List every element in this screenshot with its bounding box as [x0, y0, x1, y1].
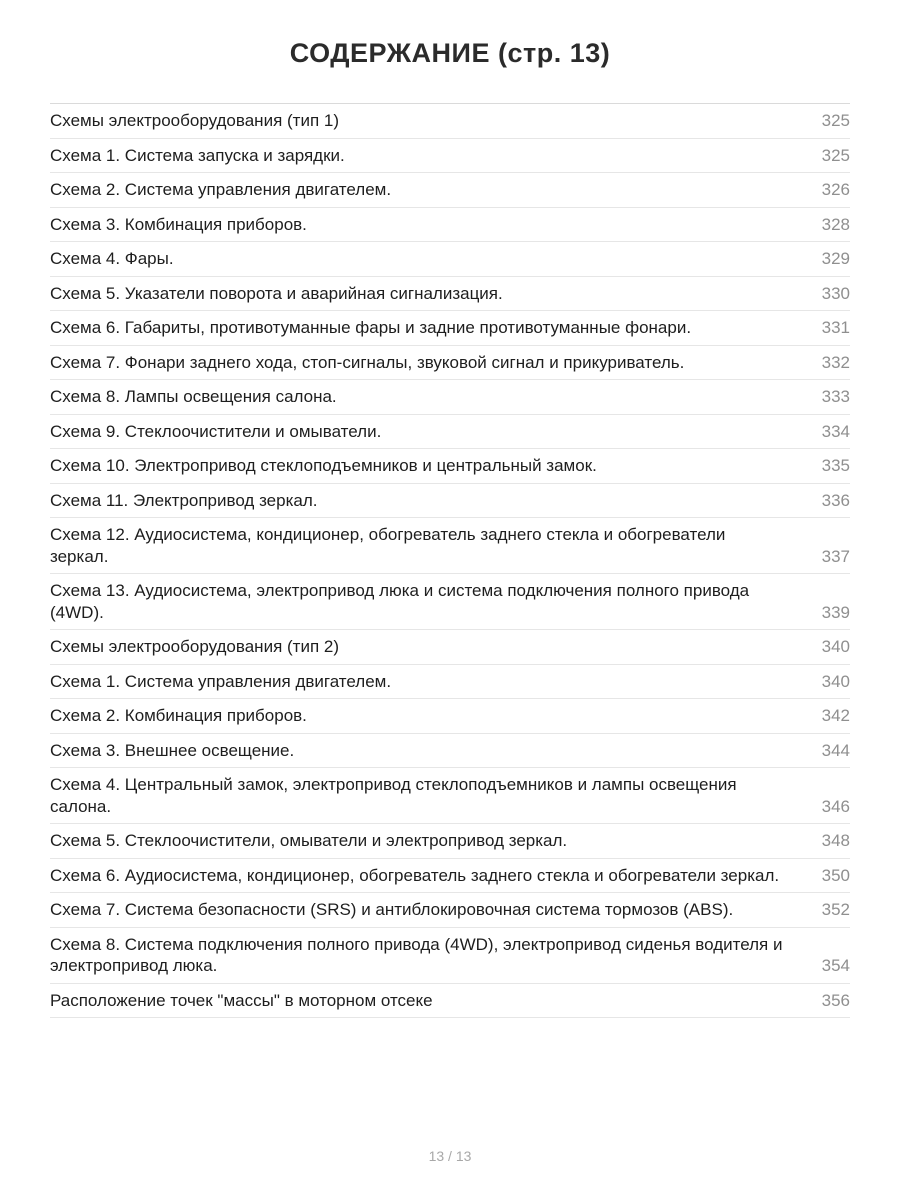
toc-page-number: 329 [821, 249, 850, 268]
toc-row[interactable] [50, 859, 850, 894]
toc-row[interactable] [50, 208, 850, 243]
toc-row[interactable] [50, 824, 850, 859]
toc-row[interactable] [50, 665, 850, 700]
toc-page-number: 356 [821, 990, 850, 1010]
toc-row[interactable] [50, 104, 850, 139]
toc-row[interactable] [50, 173, 850, 208]
toc-row[interactable] [50, 139, 850, 174]
toc-entry-label: Схема 8. Система подключения полного привода (4WD), электропривод сиденья водителя и электропривод люка. [50, 934, 783, 975]
toc-page-number: 342 [821, 706, 850, 725]
toc-entry-label: Схема 7. Фонари заднего хода, стоп-сигналы, звуковой сигнал и прикуриватель. [50, 352, 685, 372]
toc-entry-label: Схема 11. Электропривод зеркал. [50, 490, 318, 510]
toc-row[interactable] [50, 630, 850, 665]
toc-row[interactable] [50, 699, 850, 734]
toc-page-number: 328 [821, 214, 850, 234]
toc-entry-label: Схема 10. Электропривод стеклоподъемников и центральный замок. [50, 456, 597, 475]
toc-row[interactable] [50, 311, 850, 346]
toc-row[interactable] [50, 484, 850, 519]
toc-page-number: 333 [821, 387, 850, 406]
toc-page-number: 337 [821, 546, 850, 566]
toc-page-number: 346 [821, 796, 850, 816]
toc-entry-label: Схема 4. Центральный замок, электропривод стеклоподъемников и лампы освещения салона. [50, 775, 737, 816]
toc-page-number: 350 [821, 865, 850, 885]
toc-entry-label: Схема 2. Комбинация приборов. [50, 706, 307, 725]
page-indicator: 13 / 13 [428, 1148, 472, 1164]
toc-entry-label: Схема 9. Стеклоочистители и омыватели. [50, 421, 382, 441]
toc-row[interactable] [50, 380, 850, 415]
toc-page-number: 334 [821, 421, 850, 441]
toc-entry-label: Схема 4. Фары. [50, 249, 174, 268]
toc-page-number: 339 [821, 602, 850, 622]
toc-entry-label: Схема 2. Система управления двигателем. [50, 180, 392, 199]
toc-row[interactable] [50, 768, 850, 824]
toc-row[interactable] [50, 574, 850, 630]
toc-row[interactable] [50, 984, 850, 1019]
toc-entry-label: Схема 6. Аудиосистема, кондиционер, обогреватель заднего стекла и обогреватели зеркал. [50, 865, 780, 885]
toc-entry-label: Схема 8. Лампы освещения салона. [50, 387, 337, 406]
toc-entry-label: Схемы электрооборудования (тип 1) [50, 111, 339, 130]
toc-page-number: 352 [821, 900, 850, 919]
toc-row[interactable] [50, 449, 850, 484]
toc-entry-label: Схема 1. Система запуска и зарядки. [50, 145, 345, 165]
toc-page-number: 340 [821, 671, 850, 691]
toc-page-number: 325 [821, 145, 850, 165]
toc-page-number: 331 [821, 318, 850, 337]
toc-entry-label: Схема 3. Комбинация приборов. [50, 214, 307, 234]
toc-page-number: 335 [821, 456, 850, 475]
toc-row[interactable] [50, 415, 850, 450]
toc-row[interactable] [50, 734, 850, 769]
toc-entry-label: Расположение точек "массы" в моторном отсеке [50, 990, 433, 1010]
toc-page-number: 332 [821, 352, 850, 372]
toc-entry-label: Схема 6. Габариты, противотуманные фары и задние противотуманные фонари. [50, 318, 692, 337]
toc-row[interactable] [50, 346, 850, 381]
toc-entry-label: Схемы электрооборудования (тип 2) [50, 637, 339, 656]
toc-entry-label: Схема 3. Внешнее освещение. [50, 740, 295, 760]
toc-list [50, 104, 850, 1018]
toc-page-number: 330 [821, 283, 850, 303]
toc-page-number: 326 [821, 180, 850, 199]
toc-page-number: 344 [821, 740, 850, 760]
toc-entry-label: Схема 7. Система безопасности (SRS) и антиблокировочная система тормозов (ABS). [50, 900, 734, 919]
toc-entry-label: Схема 5. Указатели поворота и аварийная сигнализация. [50, 283, 503, 303]
toc-row[interactable] [50, 893, 850, 928]
toc-page-number: 325 [821, 111, 850, 130]
page-title: СОДЕРЖАНИЕ (стр. 13) [289, 38, 611, 68]
toc-page-number: 354 [821, 956, 850, 975]
toc-entry-label: Схема 13. Аудиосистема, электропривод люка и система подключения полного привода (4WD). [50, 581, 750, 622]
toc-entry-label: Схема 5. Стеклоочистители, омыватели и электропривод зеркал. [50, 831, 568, 850]
toc-row[interactable] [50, 277, 850, 312]
toc-page-number: 348 [821, 831, 850, 850]
toc-entry-label: Схема 12. Аудиосистема, кондиционер, обогреватель заднего стекла и обогреватели зеркал. [50, 525, 726, 566]
toc-row[interactable] [50, 518, 850, 574]
toc-row[interactable] [50, 928, 850, 984]
toc-entry-label: Схема 1. Система управления двигателем. [50, 671, 392, 691]
toc-page-number: 336 [821, 490, 850, 510]
toc-row[interactable] [50, 242, 850, 277]
toc-page-number: 340 [821, 637, 850, 656]
